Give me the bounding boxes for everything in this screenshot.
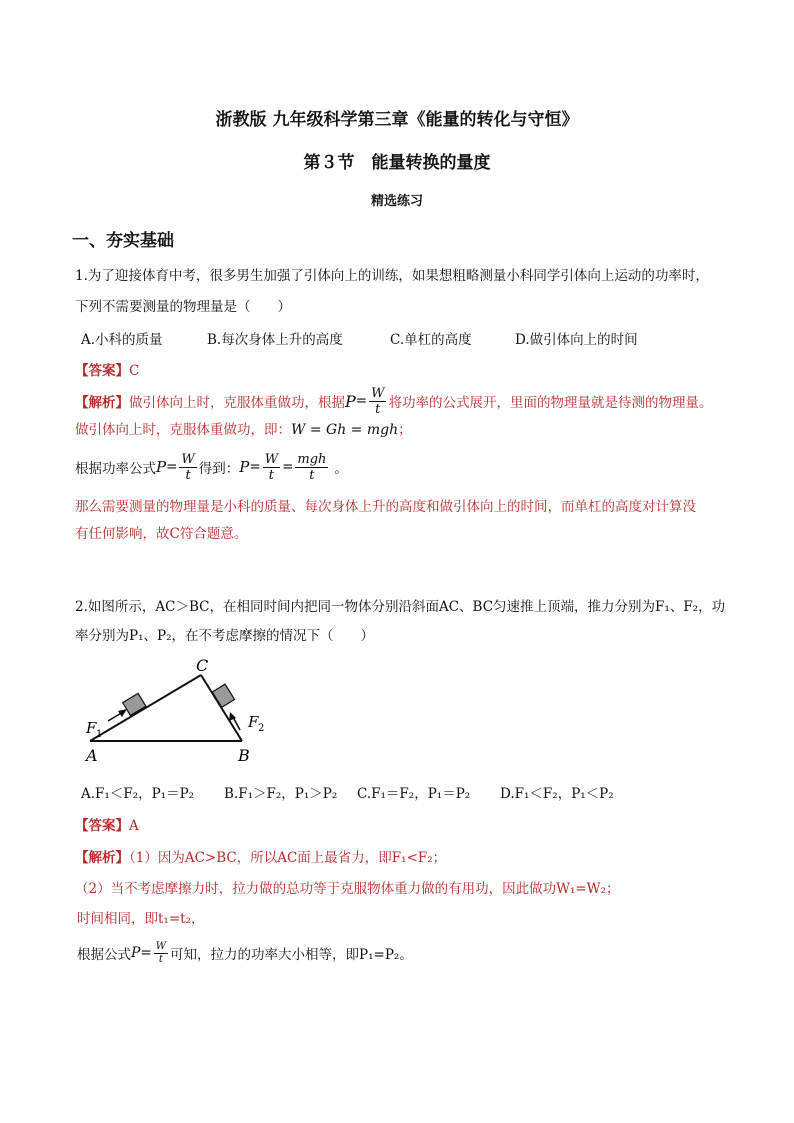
label-a: A [86,746,98,765]
block-on-ac [123,693,146,715]
q2-option-a: A.F₁＜F₂，P₁＝P₂ [81,786,195,802]
answer-tag: 【答案】 [75,363,129,379]
q2-analysis-line4: 根据公式 P = $\frac{W}{t}$ 可知，拉力的功率大小相等，即P₁=P₂。 [77,940,413,965]
incline-figure [80,655,280,765]
incline-bc [201,675,242,741]
section-title: 第３节 能量转换的量度 [303,153,491,173]
formula-fraction: $\frac{W}{t}$ [155,940,167,965]
q1-stem-line2: 下列不需要测量的物理量是（ ） [75,299,291,315]
q2-option-b: B.F₁＞F₂，P₁＞P₂ [224,786,338,802]
document-title: 浙教版 九年级科学第三章《能量的转化与守恒》 [215,110,579,130]
label-f1: F [86,719,97,737]
block-on-bc [212,684,234,707]
label-f2-sub: 2 [258,723,265,734]
label-f1-sub: 1 [96,729,103,740]
arrow-f1-head [118,709,127,717]
q1-answer [75,359,139,379]
label-c: C [196,656,209,675]
q1-option-a: A.小科的质量 [81,332,163,348]
q2-option-d: D.F₁＜F₂，P₁＜P₂ [500,786,614,802]
formula-fraction: $\frac{W}{t}$ [264,451,279,483]
q1-option-c: C.单杠的高度 [390,332,472,348]
formula-work: W = Gh = mgh [291,422,399,438]
formula-fraction: $\frac{W}{t}$ [371,385,385,417]
q2-option-c: C.F₁＝F₂，P₁＝P₂ [357,786,471,802]
q2-analysis-line3: 时间相同，即t₁=t₂， [77,911,205,927]
q2-stem-line2: 率分别为P₁、P₂，在不考虑摩擦的情况下（ ） [75,628,374,644]
q1-option-b: B.每次身体上升的高度 [207,332,343,348]
analysis-text: 做引体向上时，克服体重做功，根据 [129,395,345,411]
part-heading: 一、夯实基础 [72,231,174,251]
q1-analysis-line1 [75,381,712,421]
label-f2: F [248,713,259,731]
q1-analysis-line2: 做引体向上时，克服体重做功，即：W = Gh = mgh； [75,422,412,438]
answer-value: C [129,363,140,379]
subtitle: 精选练习 [370,194,423,209]
q1-analysis-line3: 根据功率公式 P = $\frac{W}{t}$ 得到： P = $\frac{W}{t}$ = $\frac{\text{mgh}}{t}$ 。 [75,451,348,483]
q1-stem-line1: 1.为了迎接体育中考，很多男生加强了引体向上的训练，如果想粗略测量小科同学引体向上运动的功率时， [75,268,709,284]
q1-analysis-line5: 有任何影响，故C符合题意。 [75,526,248,542]
q2-stem-line1: 2.如图所示，AC＞BC，在相同时间内把同一物体分别沿斜面AC、BC匀速推上顶端，推力分别为F₁、F₂，功 [75,599,726,615]
analysis-tag: 【解析】 [75,850,129,866]
formula-eq: = [355,393,368,409]
q1-analysis-line4: 那么需要测量的物理量是小科的质量、每次身体上升的高度和做引体向上的时间，而单杠的高度对计算没 [75,499,696,515]
formula-p: P [345,391,356,411]
q1-option-d: D.做引体向上的时间 [515,332,638,348]
formula-fraction: $\frac{\text{mgh}}{t}$ [297,451,327,483]
label-b: B [238,746,250,765]
incline-ac [90,675,201,741]
q2-analysis-line2: （2）当不考虑摩擦力时，拉力做的总功等于克服物体重力做的有用功，因此做功W₁=W₂； [75,881,620,897]
q2-analysis-line1: 【解析】（1）因为AC>BC，所以AC面上最省力，即F₁<F₂； [75,850,447,866]
formula-fraction: $\frac{W}{t}$ [181,451,195,483]
answer-value: A [129,818,139,834]
answer-tag: 【答案】 [75,818,129,834]
q2-answer [75,814,139,834]
analysis-tag: 【解析】 [75,395,129,411]
analysis-text: 将功率的公式展开，里面的物理量就是待测的物理量。 [388,395,713,411]
